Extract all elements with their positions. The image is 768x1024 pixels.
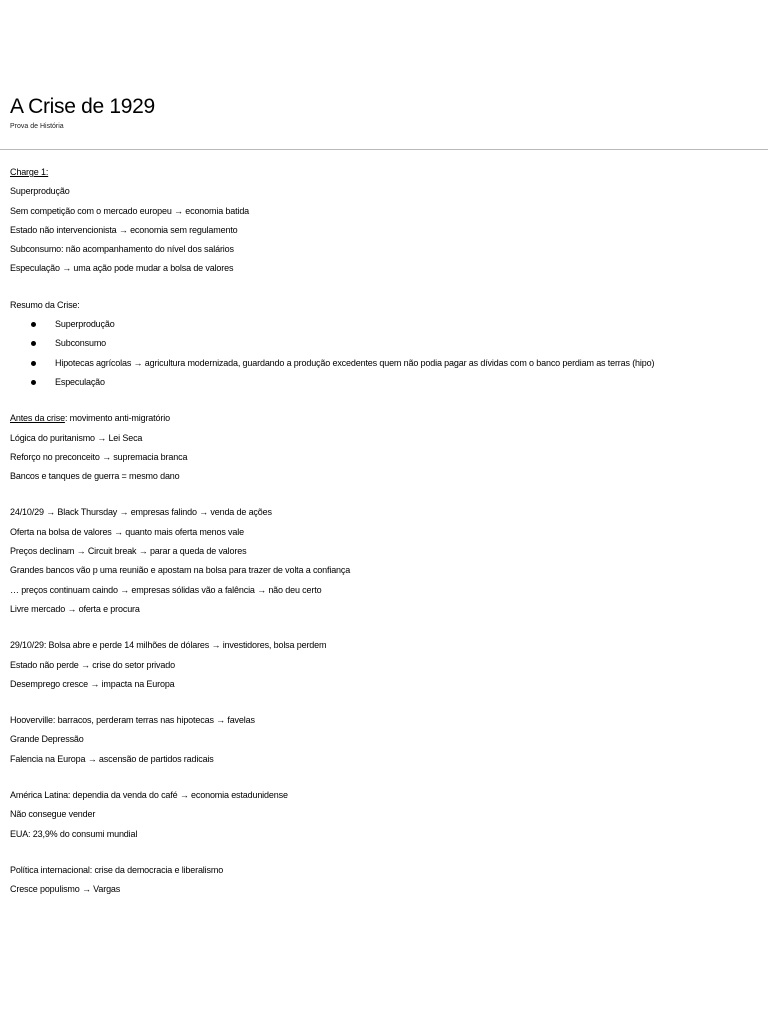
list-item [10,354,750,373]
antes-heading-line [10,409,750,428]
header-divider [0,149,768,150]
note-line: Hooverville: barracos, perderam terras nas hipotecas → favelas [10,715,255,726]
antes-label: Antes da crise [10,413,65,424]
note-line: Estado não perde → crise do setor privado [10,659,175,670]
notes-body [10,163,750,900]
note-line: Preços declinam → Circuit break → parar a queda de valores [10,546,247,557]
note-line: Sem competição com o mercado europeu → economia batida [10,205,250,216]
antes-text: : movimento anti-migratório [64,413,170,424]
list-item [10,334,750,353]
charge-heading: Charge 1: [10,167,49,177]
note-line: Lógica do puritanismo → Lei Seca [10,432,143,443]
document-header [0,0,768,151]
list-item-text: Subconsumo [55,338,107,349]
note-line: Estado não intervencionista → economia sem regulamento [10,224,238,235]
note-line: … preços continuam caindo → empresas sólidas vão a falência → não deu certo [10,584,322,595]
page-subtitle: Prova de História [10,123,64,130]
resumo-heading: Resumo da Crise: [10,299,80,310]
note-line: Grandes bancos vão p uma reunião e apostam na bolsa para trazer de volta a confiança [10,565,351,576]
bullet-icon [31,361,36,366]
note-line: Desemprego cresce → impacta na Europa [10,678,175,689]
note-line: 24/10/29 → Black Thursday → empresas falindo → venda de ações [10,507,272,518]
list-item-text: Hipotecas agrícolas → agricultura modernizada, guardando a produção excedentes quem não podia pagar as dívidas com o banco perdiam as terras (hipo) [55,357,655,368]
note-line: Especulação → uma ação pode mudar a bolsa de valores [10,263,234,274]
note-line: Superprodução [10,186,70,197]
bullet-icon [31,322,36,327]
note-line: Reforço no preconceito → supremacia branca [10,451,188,462]
note-line: Cresce populismo → Vargas [10,884,121,895]
note-line: Subconsumo: não acompanhamento do nível dos salários [10,244,234,255]
note-line: Não consegue vender [10,809,96,820]
list-item-text: Especulação [55,376,105,387]
note-line: Falencia na Europa → ascensão de partidos radicais [10,753,214,764]
note-line: Grande Depressão [10,734,84,745]
list-item [10,315,750,334]
list-item-text: Superprodução [55,319,115,330]
note-line: Oferta na bolsa de valores → quanto mais oferta menos vale [10,526,244,537]
note-line: Livre mercado → oferta e procura [10,603,140,614]
bullet-icon [31,380,36,385]
page-title: A Crise de 1929 [10,95,155,118]
note-line: 29/10/29: Bolsa abre e perde 14 milhões de dólares → investidores, bolsa perdem [10,640,327,651]
note-line: Política internacional: crise da democracia e liberalismo [10,864,224,875]
note-line: EUA: 23,9% do consumi mundial [10,828,138,839]
note-line: América Latina: dependia da venda do café → economia estadunidense [10,790,288,801]
bullet-icon [31,341,36,346]
note-line: Bancos e tanques de guerra = mesmo dano [10,471,180,482]
list-item [10,373,750,392]
